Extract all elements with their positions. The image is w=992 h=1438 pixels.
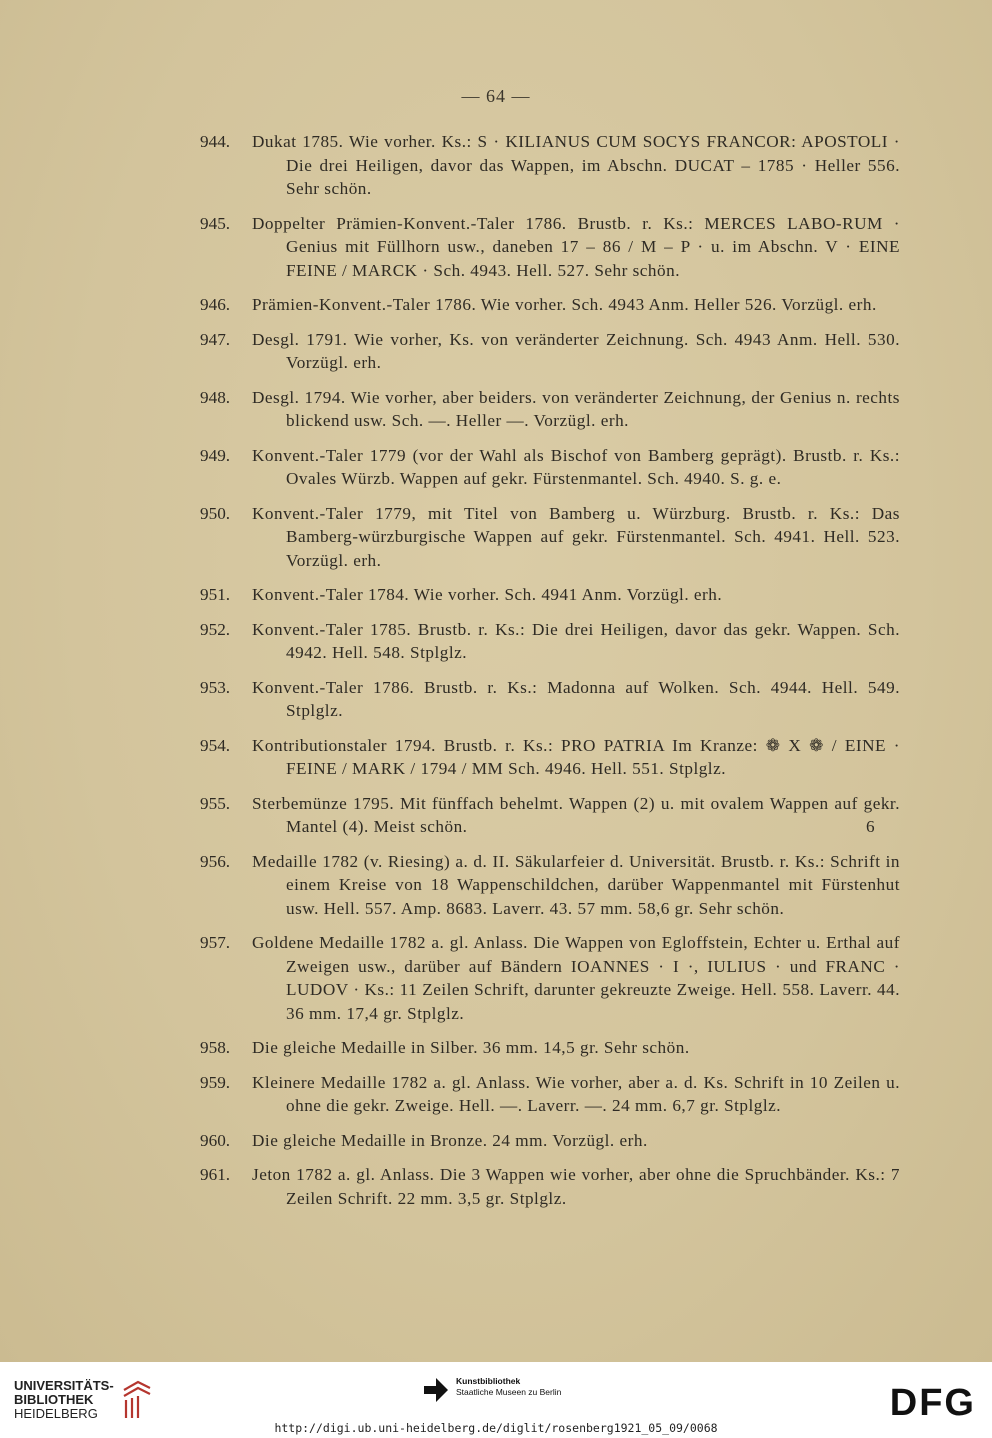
entry-text: Konvent.-Taler 1785. Brustb. r. Ks.: Die drei Heiligen, davor das gekr. Wappen. Sch. 4942. Hell. 548. Stplglz. (252, 619, 900, 662)
ub-line-2: BIBLIOTHEK (14, 1392, 94, 1407)
catalog-entry (200, 676, 900, 723)
entry-number: 954. (200, 735, 231, 755)
entry-text: Sterbemünze 1795. Mit fünffach behelmt. Wappen (2) u. mit ovalem Wappen auf gekr. Mantel (4). Meist schön. (252, 793, 900, 836)
source-url[interactable]: http://digi.ub.uni-heidelberg.de/diglit/rosenberg1921_05_09/0068 (274, 1421, 718, 1435)
catalog-entry (200, 1036, 900, 1060)
catalog-entry (200, 792, 900, 839)
dfg-logo[interactable]: DFG (889, 1382, 976, 1424)
entry-number: 945. (200, 213, 231, 233)
page-number: — 64 — (461, 86, 531, 106)
entry-number: 952. (200, 619, 231, 639)
entry-number: 948. (200, 387, 231, 407)
entry-text: Die gleiche Medaille in Silber. 36 mm. 14,5 gr. Sehr schön. (252, 1038, 690, 1057)
ub-emblem-icon (120, 1378, 154, 1422)
entry-text: Konvent.-Taler 1786. Brustb. r. Ks.: Madonna auf Wolken. Sch. 4944. Hell. 549. Stplglz. (252, 677, 900, 720)
catalog-entry (200, 1163, 900, 1210)
entry-number: 958. (200, 1038, 231, 1057)
kunstbibliothek-emblem-icon (422, 1376, 450, 1406)
entry-text: Desgl. 1791. Wie vorher, Ks. von veränderter Zeichnung. Sch. 4943 Anm. Hell. 530. Vorzügl. erh. (252, 329, 900, 372)
catalog-entry (200, 1071, 900, 1118)
entry-text: Goldene Medaille 1782 a. gl. Anlass. Die Wappen von Egloffstein, Echter u. Erthal auf Zweigen usw., darüber auf Bändern IOANNES · I ·, IULIUS · und FRANC · LUDOV · Ks.: 11 Zeilen Schrift, darunter gekreuzte Zweige. Hell. 558. Laverr. 44. 36 mm. 17,4 gr. Stplglz. (252, 933, 900, 1023)
kb-line-2: Staatliche Museen zu Berlin (456, 1387, 562, 1397)
entry-number: 949. (200, 445, 231, 465)
catalog-entry (200, 444, 900, 491)
entry-text: Kontributionstaler 1794. Brustb. r. Ks.: PRO PATRIA Im Kranze: ❁ X ❁ / EINE · FEINE / MARK / 1794 / MM Sch. 4946. Hell. 551. Stplglz. (252, 735, 900, 778)
catalog-entry (200, 130, 900, 201)
university-library-name (14, 1379, 114, 1421)
entry-text: Die gleiche Medaille in Bronze. 24 mm. Vorzügl. erh. (252, 1130, 648, 1150)
catalog-entry (200, 931, 900, 1025)
entry-text: Jeton 1782 a. gl. Anlass. Die 3 Wappen wie vorher, aber ohne die Spruchbänder. Ks.: 7 Zeilen Schrift. 22 mm. 3,5 gr. Stplglz. (252, 1165, 900, 1208)
catalog-entry (200, 293, 900, 317)
entry-number: 946. (200, 295, 231, 314)
entry-text: Medaille 1782 (v. Riesing) a. d. II. Säkularfeier d. Universität. Brustb. r. Ks.: Schrift in einem Kreise von 18 Wappenschildchen, darüber Wappenmantel mit Fürstenhut usw. Hell. 557. Amp. 8683. Laverr. 43. 57 mm. 58,6 gr. Sehr schön. (252, 851, 900, 918)
entry-text: Prämien-Konvent.-Taler 1786. Wie vorher. Sch. 4943 Anm. Heller 526. Vorzügl. erh. (252, 295, 877, 314)
entry-number: 947. (200, 329, 231, 349)
catalog-entry (200, 618, 900, 665)
university-library-logo[interactable] (14, 1378, 154, 1422)
kunstbibliothek-name (456, 1376, 561, 1398)
catalog-entry (200, 328, 900, 375)
entry-text: Konvent.-Taler 1779 (vor der Wahl als Bischof von Bamberg geprägt). Brustb. r. Ks.: Ovales Würzb. Wappen auf gekr. Fürstenmantel. Sch. 4940. S. g. e. (252, 445, 900, 488)
entry-number: 960. (200, 1130, 231, 1150)
entry-text: Doppelter Prämien-Konvent.-Taler 1786. Brustb. r. Ks.: MERCES LABO-RUM · Genius mit Füllhorn usw., daneben 17 – 86 / M – P · u. im Abschn. V · EINE FEINE / MARCK · Sch. 4943. Hell. 527. Sehr schön. (252, 213, 900, 280)
entry-number: 951. (200, 585, 231, 604)
kb-line-1: Kunstbibliothek (456, 1376, 521, 1386)
catalog-entries (200, 130, 900, 1221)
catalog-entry (200, 1129, 900, 1153)
entry-number: 957. (200, 933, 231, 952)
kunstbibliothek-logo[interactable] (422, 1376, 561, 1406)
catalog-entry (200, 502, 900, 573)
entry-text: Konvent.-Taler 1779, mit Titel von Bamberg u. Würzburg. Brustb. r. Ks.: Das Bamberg-würzburgische Wappen auf gekr. Fürstenmantel. Sch. 4941. Hell. 523. Vorzügl. erh. (252, 503, 900, 570)
entry-text: Konvent.-Taler 1784. Wie vorher. Sch. 4941 Anm. Vorzügl. erh. (252, 585, 723, 604)
catalog-entry (200, 386, 900, 433)
entry-number: 950. (200, 503, 231, 523)
ub-line-3: HEIDELBERG (14, 1406, 98, 1421)
entry-number: 961. (200, 1165, 231, 1184)
catalog-entry (200, 850, 900, 921)
entry-text: Kleinere Medaille 1782 a. gl. Anlass. Wie vorher, aber a. d. Ks. Schrift in 10 Zeilen u. ohne die gekr. Zweige. Hell. —. Laverr. —. 24 mm. 6,7 gr. Stplglz. (252, 1072, 900, 1115)
ub-line-1: UNIVERSITÄTS- (14, 1378, 114, 1393)
entry-number: 944. (200, 132, 231, 151)
catalog-entry (200, 583, 900, 607)
entry-number: 955. (200, 793, 231, 813)
entry-text: Desgl. 1794. Wie vorher, aber beiders. von veränderter Zeichnung, der Genius n. rechts blickend usw. Sch. —. Heller —. Vorzügl. erh. (252, 387, 900, 430)
entry-number: 959. (200, 1072, 231, 1092)
catalog-entry (200, 734, 900, 781)
entry-text-with-price: Sterbemünze 1795. Mit fünffach behelmt. Wappen (2) u. mit ovalem Wappen auf gekr. Mantel (4). Meist schön. 6 (252, 793, 900, 836)
entry-number: 956. (200, 851, 231, 871)
entry-text: Dukat 1785. Wie vorher. Ks.: S · KILIANUS CUM SOCYS FRANCOR: APOSTOLI · Die drei Heiligen, davor das Wappen, im Abschn. DUCAT – 1785 · Heller 556. Sehr schön. (252, 132, 900, 198)
catalog-entry (200, 212, 900, 283)
entry-number: 953. (200, 677, 231, 697)
